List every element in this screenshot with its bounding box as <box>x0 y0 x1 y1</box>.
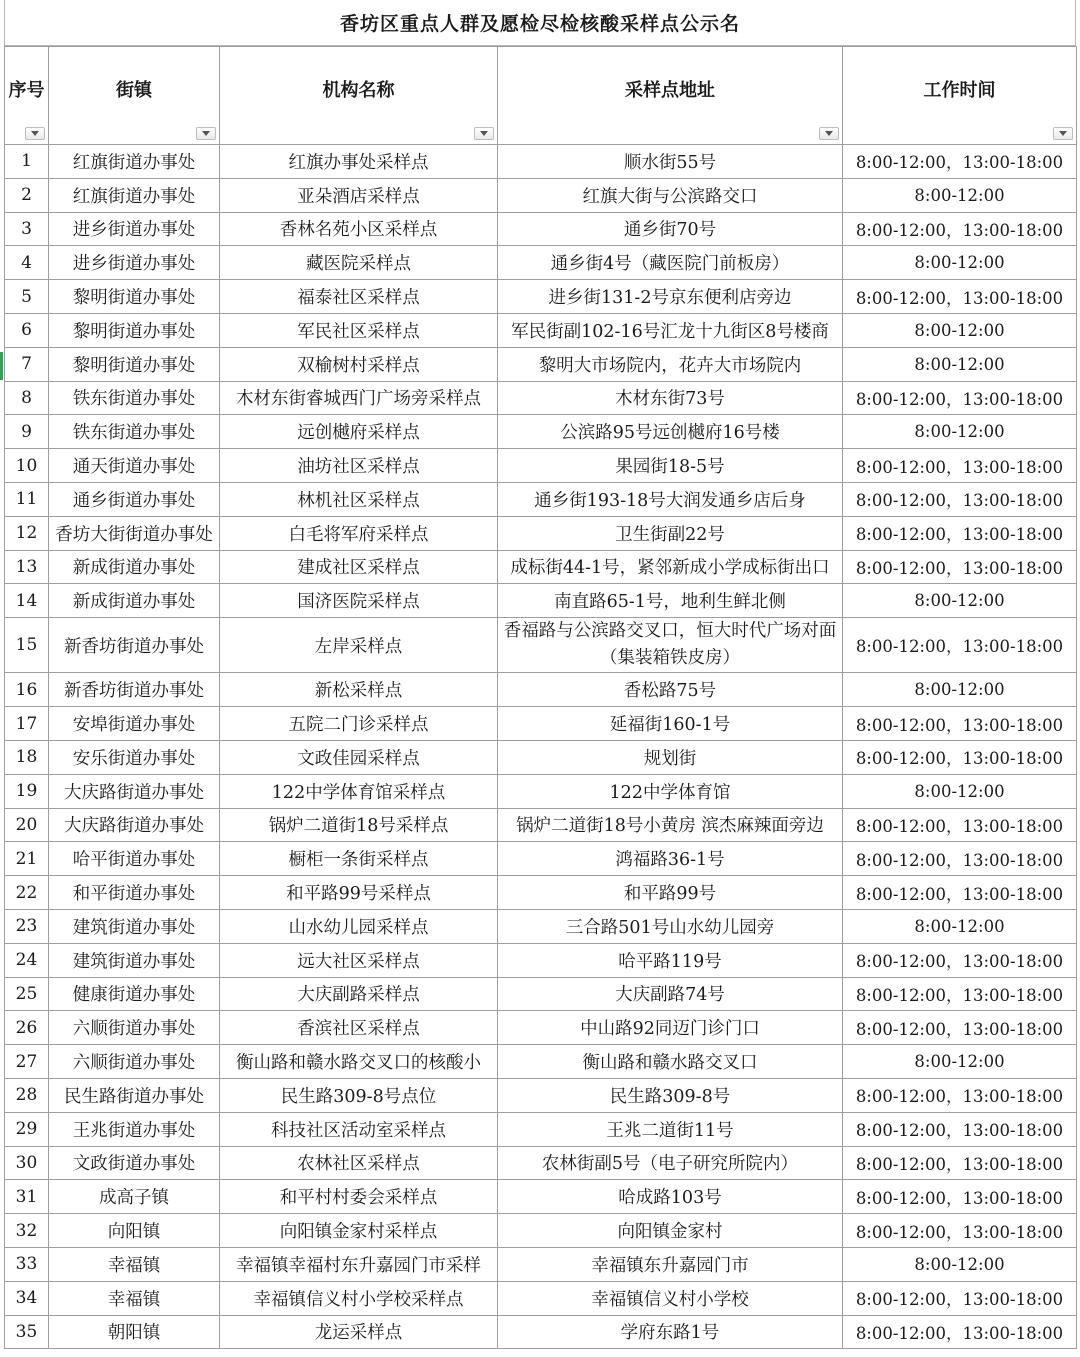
cell-no[interactable]: 8 <box>5 381 49 415</box>
row-selection-marker <box>0 352 3 380</box>
cell-town[interactable]: 进乡街道办事处 <box>49 246 220 280</box>
cell-name[interactable]: 香滨社区采样点 <box>220 1011 498 1045</box>
cell-no[interactable]: 1 <box>5 145 49 179</box>
filter-dropdown-button[interactable] <box>1053 127 1073 140</box>
cell-time[interactable]: 8:00-12:00 <box>843 246 1077 280</box>
header-cell-name <box>220 47 498 145</box>
cell-name[interactable]: 锅炉二道街18号采样点 <box>220 808 498 842</box>
cell-time[interactable]: 8:00-12:00，13:00-18:00 <box>843 1281 1077 1315</box>
cell-address[interactable]: 进乡街131-2号京东便利店旁边 <box>498 280 843 314</box>
cell-time[interactable]: 8:00-12:00 <box>843 774 1077 808</box>
cell-address[interactable]: 军民街副102-16号汇龙十九街区8号楼商 <box>498 313 843 347</box>
cell-address[interactable]: 果园街18-5号 <box>498 449 843 483</box>
cell-name[interactable]: 白毛将军府采样点 <box>220 516 498 550</box>
cell-time[interactable]: 8:00-12:00 <box>843 673 1077 707</box>
cell-name[interactable]: 大庆副路采样点 <box>220 977 498 1011</box>
cell-town[interactable]: 哈平街道办事处 <box>49 842 220 876</box>
filter-dropdown-button[interactable] <box>25 127 45 140</box>
header-cell-time <box>843 47 1077 145</box>
cell-town[interactable]: 红旗街道办事处 <box>49 145 220 179</box>
table-row <box>5 943 1077 977</box>
table-row <box>5 1045 1077 1079</box>
cell-town[interactable]: 新成街道办事处 <box>49 584 220 618</box>
cell-name[interactable]: 122中学体育馆采样点 <box>220 774 498 808</box>
cell-name[interactable]: 橱柜一条街采样点 <box>220 842 498 876</box>
cell-address[interactable]: 农林街副5号（电子研究所院内） <box>498 1146 843 1180</box>
cell-town[interactable]: 大庆路街道办事处 <box>49 808 220 842</box>
table-row <box>5 707 1077 741</box>
cell-name[interactable]: 建成社区采样点 <box>220 550 498 584</box>
chevron-down-icon <box>480 131 488 136</box>
cell-no[interactable]: 25 <box>5 977 49 1011</box>
cell-town[interactable]: 向阳镇 <box>49 1214 220 1248</box>
cell-town[interactable]: 成高子镇 <box>49 1180 220 1214</box>
table-row <box>5 584 1077 618</box>
cell-time[interactable]: 8:00-12:00，13:00-18:00 <box>843 1078 1077 1112</box>
cell-name[interactable]: 国济医院采样点 <box>220 584 498 618</box>
header-label: 机构名称 <box>322 79 395 101</box>
cell-address[interactable]: 南直路65-1号，地利生鲜北侧 <box>498 584 843 618</box>
cell-name[interactable]: 幸福镇信义村小学校采样点 <box>220 1281 498 1315</box>
cell-name[interactable]: 科技社区活动室采样点 <box>220 1112 498 1146</box>
cell-town[interactable]: 进乡街道办事处 <box>49 212 220 246</box>
cell-time[interactable]: 8:00-12:00 <box>843 1247 1077 1281</box>
cell-time[interactable]: 8:00-12:00，13:00-18:00 <box>843 381 1077 415</box>
table-row <box>5 1146 1077 1180</box>
header-cell-town <box>49 47 220 145</box>
cell-address[interactable]: 三合路501号山水幼儿园旁 <box>498 909 843 943</box>
cell-no[interactable]: 35 <box>5 1315 49 1349</box>
cell-no[interactable]: 15 <box>5 618 49 673</box>
cell-name[interactable]: 文政佳园采样点 <box>220 741 498 775</box>
cell-name[interactable]: 山水幼儿园采样点 <box>220 909 498 943</box>
cell-address[interactable]: 通乡街70号 <box>498 212 843 246</box>
cell-address[interactable]: 幸福镇信义村小学校 <box>498 1281 843 1315</box>
table-row <box>5 876 1077 910</box>
sheet-title: 香坊区重点人群及愿检尽检核酸采样点公示名 <box>4 0 1076 46</box>
chevron-down-icon <box>825 131 833 136</box>
cell-town[interactable]: 建筑街道办事处 <box>49 943 220 977</box>
table-row <box>5 1214 1077 1248</box>
cell-name[interactable]: 民生路309-8号点位 <box>220 1078 498 1112</box>
cell-name[interactable]: 林机社区采样点 <box>220 482 498 516</box>
cell-address[interactable]: 红旗大街与公滨路交口 <box>498 178 843 212</box>
cell-address[interactable]: 顺水街55号 <box>498 145 843 179</box>
cell-address[interactable]: 学府东路1号 <box>498 1315 843 1349</box>
header-row <box>5 47 1077 145</box>
cell-no[interactable]: 9 <box>5 415 49 449</box>
table-row <box>5 449 1077 483</box>
cell-time[interactable]: 8:00-12:00 <box>843 584 1077 618</box>
cell-time[interactable]: 8:00-12:00 <box>843 909 1077 943</box>
cell-town[interactable]: 建筑街道办事处 <box>49 909 220 943</box>
cell-time[interactable]: 8:00-12:00，13:00-18:00 <box>843 1112 1077 1146</box>
cell-address[interactable]: 延福街160-1号 <box>498 707 843 741</box>
cell-name[interactable]: 远创樾府采样点 <box>220 415 498 449</box>
cell-no[interactable]: 12 <box>5 516 49 550</box>
cell-text: 香福路与公滨路交叉口，恒大时代广场对面（集装箱铁皮房） <box>503 621 837 669</box>
cell-no[interactable]: 21 <box>5 842 49 876</box>
table-row <box>5 977 1077 1011</box>
cell-no[interactable]: 10 <box>5 449 49 483</box>
cell-no[interactable]: 31 <box>5 1180 49 1214</box>
table-row <box>5 212 1077 246</box>
cell-time[interactable]: 8:00-12:00，13:00-18:00 <box>843 482 1077 516</box>
cell-no[interactable]: 6 <box>5 313 49 347</box>
cell-town[interactable]: 通天街道办事处 <box>49 449 220 483</box>
cell-town[interactable]: 香坊大街街道办事处 <box>49 516 220 550</box>
cell-no[interactable]: 29 <box>5 1112 49 1146</box>
cell-time[interactable]: 8:00-12:00，13:00-18:00 <box>843 707 1077 741</box>
table-row <box>5 550 1077 584</box>
cell-name[interactable]: 亚朵酒店采样点 <box>220 178 498 212</box>
cell-town[interactable]: 健康街道办事处 <box>49 977 220 1011</box>
table-row <box>5 313 1077 347</box>
cell-no[interactable]: 24 <box>5 943 49 977</box>
table-row <box>5 774 1077 808</box>
cell-address[interactable]: 香松路75号 <box>498 673 843 707</box>
header-cell-no <box>5 47 49 145</box>
cell-name[interactable]: 红旗办事处采样点 <box>220 145 498 179</box>
cell-no[interactable]: 32 <box>5 1214 49 1248</box>
cell-time[interactable]: 8:00-12:00 <box>843 1045 1077 1079</box>
table-row <box>5 516 1077 550</box>
cell-town[interactable]: 黎明街道办事处 <box>49 347 220 381</box>
cell-time[interactable]: 8:00-12:00，13:00-18:00 <box>843 280 1077 314</box>
cell-address[interactable]: 公滨路95号远创樾府16号楼 <box>498 415 843 449</box>
cell-no[interactable]: 13 <box>5 550 49 584</box>
table-row <box>5 145 1077 179</box>
cell-address[interactable]: 通乡街4号（藏医院门前板房） <box>498 246 843 280</box>
cell-town[interactable]: 和平街道办事处 <box>49 876 220 910</box>
cell-time[interactable]: 8:00-12:00，13:00-18:00 <box>843 741 1077 775</box>
filter-dropdown-button[interactable] <box>819 127 839 140</box>
cell-time[interactable]: 8:00-12:00，13:00-18:00 <box>843 550 1077 584</box>
cell-town[interactable]: 通乡街道办事处 <box>49 482 220 516</box>
cell-time[interactable]: 8:00-12:00，13:00-18:00 <box>843 876 1077 910</box>
cell-time[interactable]: 8:00-12:00 <box>843 415 1077 449</box>
cell-address[interactable]: 木材东街73号 <box>498 381 843 415</box>
cell-no[interactable]: 20 <box>5 808 49 842</box>
cell-town[interactable]: 朝阳镇 <box>49 1315 220 1349</box>
cell-time[interactable]: 8:00-12:00，13:00-18:00 <box>843 808 1077 842</box>
header-label: 采样点地址 <box>625 79 715 101</box>
cell-no[interactable]: 14 <box>5 584 49 618</box>
cell-town[interactable]: 新成街道办事处 <box>49 550 220 584</box>
cell-name[interactable]: 农林社区采样点 <box>220 1146 498 1180</box>
table-row <box>5 415 1077 449</box>
cell-time[interactable]: 8:00-12:00，13:00-18:00 <box>843 1011 1077 1045</box>
cell-town[interactable]: 黎明街道办事处 <box>49 280 220 314</box>
cell-name[interactable]: 福泰社区采样点 <box>220 280 498 314</box>
cell-address[interactable]: 幸福镇东升嘉园门市 <box>498 1247 843 1281</box>
cell-address[interactable]: 衡山路和赣水路交叉口 <box>498 1045 843 1079</box>
cell-address[interactable]: 黎明大市场院内，花卉大市场院内 <box>498 347 843 381</box>
cell-time[interactable]: 8:00-12:00，13:00-18:00 <box>843 1146 1077 1180</box>
cell-no[interactable]: 19 <box>5 774 49 808</box>
table-row <box>5 246 1077 280</box>
table-row <box>5 1011 1077 1045</box>
table-row <box>5 741 1077 775</box>
cell-address[interactable]: 王兆二道街11号 <box>498 1112 843 1146</box>
chevron-down-icon <box>1059 131 1067 136</box>
cell-town[interactable]: 铁东街道办事处 <box>49 381 220 415</box>
cell-address[interactable]: 和平路99号 <box>498 876 843 910</box>
cell-town[interactable]: 安乐街道办事处 <box>49 741 220 775</box>
cell-address[interactable]: 122中学体育馆 <box>498 774 843 808</box>
table-row <box>5 842 1077 876</box>
cell-name[interactable]: 油坊社区采样点 <box>220 449 498 483</box>
table-row <box>5 482 1077 516</box>
cell-time[interactable]: 8:00-12:00，13:00-18:00 <box>843 449 1077 483</box>
table-row <box>5 1315 1077 1349</box>
cell-name[interactable]: 香林名苑小区采样点 <box>220 212 498 246</box>
cell-no[interactable]: 30 <box>5 1146 49 1180</box>
cell-no[interactable]: 34 <box>5 1281 49 1315</box>
cell-no[interactable]: 2 <box>5 178 49 212</box>
cell-address[interactable]: 鸿福路36-1号 <box>498 842 843 876</box>
cell-time[interactable]: 8:00-12:00，13:00-18:00 <box>843 1214 1077 1248</box>
header-cell-address <box>498 47 843 145</box>
table-row <box>5 909 1077 943</box>
cell-name[interactable]: 远大社区采样点 <box>220 943 498 977</box>
cell-town[interactable]: 新香坊街道办事处 <box>49 673 220 707</box>
table-row <box>5 381 1077 415</box>
cell-name[interactable]: 双榆树村采样点 <box>220 347 498 381</box>
table-row <box>5 347 1077 381</box>
cell-name[interactable]: 和平村村委会采样点 <box>220 1180 498 1214</box>
cell-address[interactable]: 通乡街193-18号大润发通乡店后身 <box>498 482 843 516</box>
filter-dropdown-button[interactable] <box>474 127 494 140</box>
cell-time[interactable]: 8:00-12:00，13:00-18:00 <box>843 842 1077 876</box>
cell-name[interactable]: 军民社区采样点 <box>220 313 498 347</box>
header-label: 街镇 <box>116 79 152 101</box>
cell-time[interactable]: 8:00-12:00，13:00-18:00 <box>843 212 1077 246</box>
cell-name[interactable]: 衡山路和赣水路交叉口的核酸小 <box>220 1045 498 1079</box>
cell-no[interactable]: 23 <box>5 909 49 943</box>
cell-name[interactable]: 藏医院采样点 <box>220 246 498 280</box>
cell-town[interactable]: 文政街道办事处 <box>49 1146 220 1180</box>
cell-town[interactable]: 安埠街道办事处 <box>49 707 220 741</box>
cell-town[interactable]: 大庆路街道办事处 <box>49 774 220 808</box>
cell-no[interactable]: 27 <box>5 1045 49 1079</box>
cell-address[interactable]: 哈成路103号 <box>498 1180 843 1214</box>
cell-town[interactable]: 红旗街道办事处 <box>49 178 220 212</box>
cell-time[interactable]: 8:00-12:00，13:00-18:00 <box>843 516 1077 550</box>
cell-name[interactable]: 新松采样点 <box>220 673 498 707</box>
filter-dropdown-button[interactable] <box>196 127 216 140</box>
table-row <box>5 1247 1077 1281</box>
cell-town[interactable]: 铁东街道办事处 <box>49 415 220 449</box>
cell-no[interactable]: 18 <box>5 741 49 775</box>
cell-time[interactable]: 8:00-12:00，13:00-18:00 <box>843 1315 1077 1349</box>
cell-town[interactable]: 六顺街道办事处 <box>49 1045 220 1079</box>
cell-address[interactable] <box>498 618 843 673</box>
cell-address[interactable]: 锅炉二道街18号小黄房 滨杰麻辣面旁边 <box>498 808 843 842</box>
cell-name[interactable]: 木材东街睿城西门广场旁采样点 <box>220 381 498 415</box>
table-row <box>5 1112 1077 1146</box>
cell-town[interactable]: 新香坊街道办事处 <box>49 618 220 673</box>
table-row <box>5 618 1077 673</box>
cell-time[interactable]: 8:00-12:00，13:00-18:00 <box>843 618 1077 673</box>
cell-time[interactable]: 8:00-12:00，13:00-18:00 <box>843 943 1077 977</box>
cell-address[interactable]: 哈平路119号 <box>498 943 843 977</box>
cell-time[interactable]: 8:00-12:00 <box>843 313 1077 347</box>
cell-time[interactable]: 8:00-12:00 <box>843 178 1077 212</box>
cell-address[interactable]: 卫生街副22号 <box>498 516 843 550</box>
cell-address[interactable]: 规划街 <box>498 741 843 775</box>
cell-name[interactable]: 左岸采样点 <box>220 618 498 673</box>
table-row <box>5 1078 1077 1112</box>
chevron-down-icon <box>202 131 210 136</box>
cell-no[interactable]: 17 <box>5 707 49 741</box>
cell-address[interactable]: 民生路309-8号 <box>498 1078 843 1112</box>
table-row <box>5 178 1077 212</box>
chevron-down-icon <box>31 131 39 136</box>
cell-name[interactable]: 向阳镇金家村采样点 <box>220 1214 498 1248</box>
sampling-sites-table <box>4 46 1077 1349</box>
table-row <box>5 673 1077 707</box>
cell-no[interactable]: 5 <box>5 280 49 314</box>
cell-town[interactable]: 民生路街道办事处 <box>49 1078 220 1112</box>
cell-name[interactable]: 和平路99号采样点 <box>220 876 498 910</box>
cell-time[interactable]: 8:00-12:00，13:00-18:00 <box>843 1180 1077 1214</box>
cell-no[interactable]: 4 <box>5 246 49 280</box>
cell-address[interactable]: 大庆副路74号 <box>498 977 843 1011</box>
table-row <box>5 280 1077 314</box>
cell-no[interactable]: 26 <box>5 1011 49 1045</box>
cell-no[interactable]: 7 <box>5 347 49 381</box>
cell-time[interactable]: 8:00-12:00，13:00-18:00 <box>843 145 1077 179</box>
cell-town[interactable]: 幸福镇 <box>49 1281 220 1315</box>
cell-no[interactable]: 33 <box>5 1247 49 1281</box>
cell-town[interactable]: 黎明街道办事处 <box>49 313 220 347</box>
cell-address[interactable]: 成标街44-1号，紧邻新成小学成标街出口 <box>498 550 843 584</box>
cell-no[interactable]: 16 <box>5 673 49 707</box>
cell-name[interactable]: 五院二门诊采样点 <box>220 707 498 741</box>
cell-name[interactable]: 幸福镇幸福村东升嘉园门市采样 <box>220 1247 498 1281</box>
table-body <box>5 145 1077 1349</box>
cell-no[interactable]: 22 <box>5 876 49 910</box>
cell-no[interactable]: 11 <box>5 482 49 516</box>
header-label: 工作时间 <box>923 79 996 101</box>
cell-town[interactable]: 六顺街道办事处 <box>49 1011 220 1045</box>
cell-no[interactable]: 3 <box>5 212 49 246</box>
cell-time[interactable]: 8:00-12:00，13:00-18:00 <box>843 977 1077 1011</box>
table-row <box>5 808 1077 842</box>
table-row <box>5 1180 1077 1214</box>
cell-address[interactable]: 中山路92同迈门诊门口 <box>498 1011 843 1045</box>
header-label: 序号 <box>8 79 45 101</box>
table-row <box>5 1281 1077 1315</box>
cell-time[interactable]: 8:00-12:00 <box>843 347 1077 381</box>
cell-town[interactable]: 幸福镇 <box>49 1247 220 1281</box>
cell-address[interactable]: 向阳镇金家村 <box>498 1214 843 1248</box>
cell-no[interactable]: 28 <box>5 1078 49 1112</box>
cell-name[interactable]: 龙运采样点 <box>220 1315 498 1349</box>
cell-town[interactable]: 王兆街道办事处 <box>49 1112 220 1146</box>
